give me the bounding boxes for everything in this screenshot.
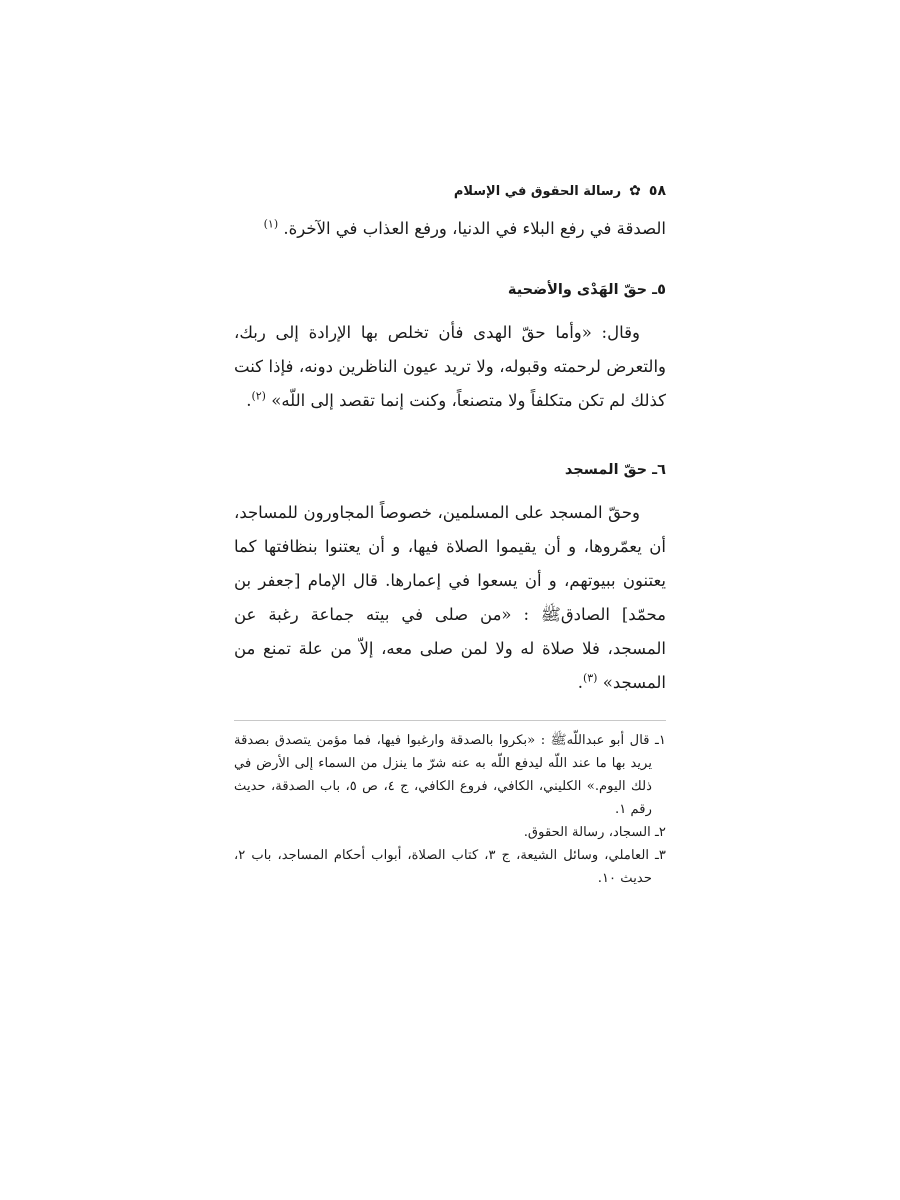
- running-title: رسالة الحقوق في الإسلام: [453, 183, 622, 199]
- section-6-paragraph: [234, 496, 666, 700]
- running-header: [234, 178, 666, 204]
- footnote-ref-1: (١): [263, 217, 279, 231]
- footnotes: [234, 729, 666, 890]
- page-number: ٥٨: [648, 183, 666, 199]
- section-5-text: وقال: «وأما حقّ الهدى فأن تخلص بها الإرادة إلى ربك، والتعرض لرحمته وقبوله، ولا تريد عيون الناظرين دونه، فإذا كنت كذلك لم تكن متكلفاً ولا متصنعاً، وكنت إنما تقصد إلى اللّه»: [234, 323, 666, 410]
- footnote-ref-2: (٢): [251, 389, 266, 403]
- footnote-2: ٢ـ السجاد، رسالة الحقوق.: [523, 825, 666, 840]
- section-6-text: وحقّ المسجد على المسلمين، خصوصاً المجاورون للمساجد، أن يعمّروها، و أن يقيموا الصلاة فيها، و أن يعتنوا بنظافتها كما يعتنون ببيوتهم، و أن يسعوا في إعمارها. قال الإمام [جعفر بن محمّد] الصادقﷺ : «من صلى في بيته جماعة رغبة عن المسجد، فلا صلاة له ولا لمن صلى معه، إلاّ من علة تمنع من المسجد»: [234, 503, 666, 692]
- continuation-text: الصدقة في رفع البلاء في الدنيا، ورفع العذاب في الآخرة.: [283, 219, 666, 238]
- flower-ornament-icon: ✿: [629, 183, 641, 199]
- footnote-3: ٣ـ العاملي، وسائل الشيعة، ج ٣، كتاب الصلاة، أبواب أحكام المساجد، باب ٢، حديث ١٠.: [234, 848, 666, 886]
- footnote-ref-3: (٣): [582, 671, 598, 685]
- continuation-paragraph: [234, 212, 666, 246]
- footnote-separator: [234, 720, 666, 721]
- footnote-1: ١ـ قال أبو عبداللّهﷺ : «بكروا بالصدقة وارغبوا فيها، فما مؤمن يتصدق بصدقة يريد بها ما عند اللّه ليدفع اللّه به عنه شرّ ما ينزل من السماء إلى الأرض في ذلك اليوم.» الكليني، الكافي، فروع الكافي، ج ٤، ص ٥، باب الصدقة، حديث رقم ١.: [234, 733, 666, 817]
- section-5-heading: ٥ـ حقّ الهَدْى والأضحية: [507, 282, 666, 298]
- section-6-end: .: [577, 673, 583, 692]
- book-page: [234, 178, 666, 890]
- section-5-paragraph: [234, 316, 666, 418]
- section-6-heading: ٦ـ حقّ المسجد: [564, 462, 666, 478]
- section-5-end: .: [246, 391, 252, 410]
